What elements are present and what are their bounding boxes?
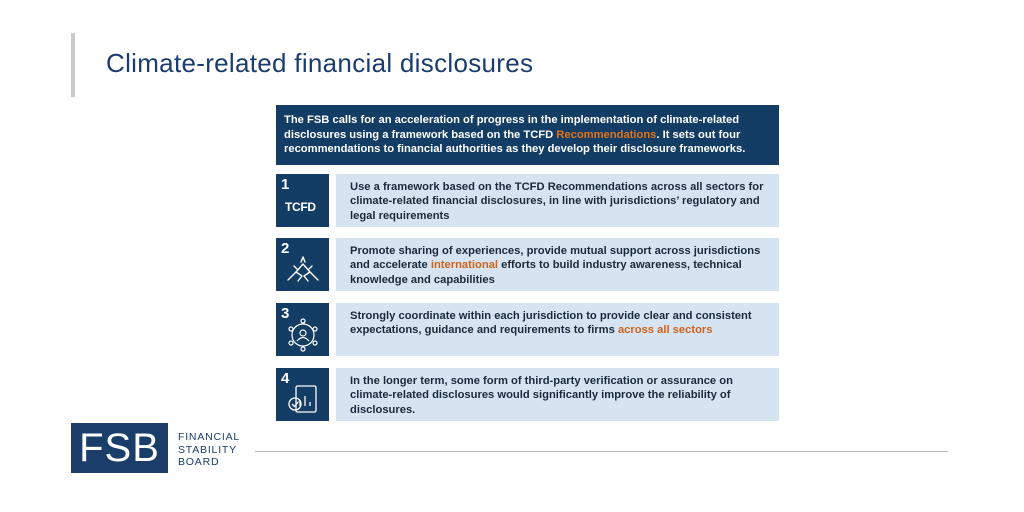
recommendation-3-badge: [276, 303, 329, 356]
footer-divider: [255, 451, 948, 452]
fsb-name-line2: STABILITY: [178, 443, 237, 456]
recommendation-2: [276, 238, 779, 291]
intro-highlight: Recommendations: [556, 128, 657, 141]
recommendation-3-text: [336, 303, 779, 356]
recommendation-2-badge: [276, 238, 329, 291]
intro-text-end: . It sets out four recommendations to financial authorities as they develop their disclosure frameworks.: [284, 128, 746, 155]
network-people-icon: [284, 315, 322, 353]
recommendation-text: Use a framework based on the TCFD Recommendations across all sectors for climate-related financial disclosures, in line with jurisdictions’ regulatory and legal requirements: [350, 181, 764, 222]
recommendation-number: 1: [281, 176, 290, 193]
fsb-name: [178, 431, 240, 469]
recommendation-1-text: [336, 174, 779, 227]
handshake-icon: [284, 250, 322, 288]
recommendation-highlight: international: [430, 259, 498, 272]
fsb-name-line1: FINANCIAL: [178, 431, 241, 443]
recommendation-4-text: [336, 368, 779, 421]
recommendation-number: 4: [281, 370, 290, 387]
page-title: Climate-related financial disclosures: [106, 48, 534, 78]
recommendation-text-end: efforts to build industry awareness, technical knowledge and capabilities: [350, 259, 742, 286]
report-verification-icon: [284, 380, 322, 418]
recommendation-1: [276, 174, 779, 227]
fsb-logo: FSB: [71, 423, 168, 473]
tcfd-label: TCFD: [285, 200, 316, 214]
intro-text-start: The FSB calls for an acceleration of progress in the implementation of climate-related disclosures using a framework based on the TCFD: [284, 114, 740, 141]
recommendation-4-badge: [276, 368, 329, 421]
fsb-name-line3: BOARD: [178, 456, 220, 468]
recommendation-3: [276, 303, 779, 356]
recommendation-4: [276, 368, 779, 421]
recommendation-1-badge: [276, 174, 329, 227]
recommendation-number: 2: [281, 240, 290, 257]
recommendation-2-text: [336, 238, 779, 291]
recommendation-text-start: Promote sharing of experiences, provide mutual support across jurisdictions and accelerate: [350, 245, 761, 272]
recommendation-number: 3: [281, 305, 290, 322]
recommendation-text-start: Strongly coordinate within each jurisdiction to provide clear and consistent expectations, guidance and requirements to firms: [350, 310, 752, 337]
recommendation-highlight: across all sectors: [617, 324, 713, 337]
intro-box: [276, 105, 779, 165]
title-accent-bar: [71, 33, 75, 97]
recommendation-text: In the longer term, some form of third-party verification or assurance on climate-related disclosures would significantly improve the reliability of disclosures.: [350, 375, 733, 416]
